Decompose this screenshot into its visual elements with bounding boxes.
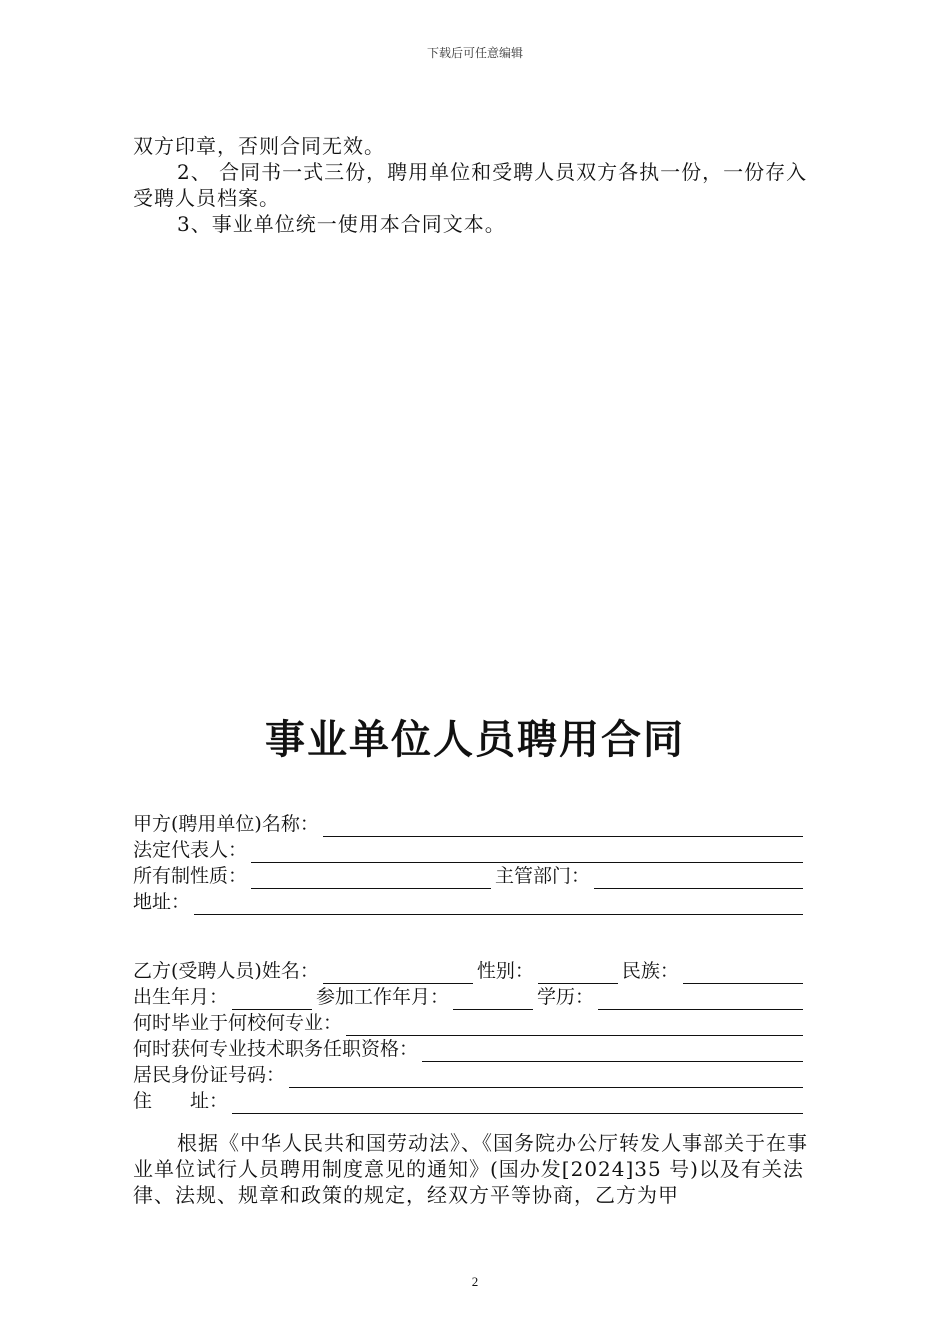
page-number: 2 (471, 1274, 479, 1289)
party-b-name-label: 乙方(受聘人员)姓名： (133, 960, 319, 982)
party-b-id-label: 居民身份证号码： (133, 1064, 286, 1086)
party-a-rep-row (133, 837, 803, 863)
party-b-address-label: 住 址： (133, 1090, 229, 1112)
party-b-graduate-row (133, 1010, 803, 1036)
party-b-title-field[interactable] (422, 1042, 803, 1062)
party-b-address-field[interactable] (232, 1094, 803, 1114)
party-b-id-row (133, 1062, 803, 1088)
party-b-ethnic-field[interactable] (683, 964, 803, 984)
party-a-address-field[interactable] (194, 895, 803, 915)
party-a-dept-label: 主管部门： (495, 865, 591, 887)
party-a-ownership-row (133, 863, 803, 889)
party-a-section (133, 811, 803, 915)
party-b-title-row (133, 1036, 803, 1062)
party-b-work-start-field[interactable] (453, 990, 533, 1010)
notes-section (133, 133, 823, 237)
party-b-education-label: 学历： (537, 986, 595, 1008)
party-a-name-row (133, 811, 803, 837)
party-b-birth-field[interactable] (232, 990, 312, 1010)
preamble-paragraph: 根据《中华人民共和国劳动法》、《国务院办公厅转发人事部关于在事业单位试行人员聘用制度意见的通知》(国办发[2024]35 号)以及有关法律、法规、规章和政策的规定，经双方平等协商，乙方为甲 (133, 1131, 808, 1207)
contract-title: 事业单位人员聘用合同 (265, 717, 685, 763)
party-a-name-label: 甲方(聘用单位)名称： (133, 813, 319, 835)
party-a-ownership-field[interactable] (251, 869, 491, 889)
party-a-dept-field[interactable] (594, 869, 803, 889)
party-b-ethnic-label: 民族： (621, 960, 679, 982)
party-a-rep-label: 法定代表人： (133, 839, 248, 861)
party-b-education-field[interactable] (598, 990, 803, 1010)
party-b-gender-label: 性别： (476, 960, 534, 982)
party-a-rep-field[interactable] (251, 843, 803, 863)
party-b-graduate-label: 何时毕业于何校何专业： (133, 1012, 343, 1034)
contract-preamble (133, 1130, 823, 1208)
party-b-address-row (133, 1088, 803, 1114)
party-b-graduate-field[interactable] (346, 1016, 803, 1036)
party-a-ownership-label: 所有制性质： (133, 865, 248, 887)
party-b-name-field[interactable] (323, 964, 473, 984)
party-b-birth-label: 出生年月： (133, 986, 229, 1008)
party-a-address-label: 地址： (133, 891, 191, 913)
note-item-2: 2、 合同书一式三份，聘用单位和受聘人员双方各执一份，一份存入受聘人员档案。 (133, 160, 808, 210)
party-a-name-field[interactable] (323, 817, 803, 837)
party-b-work-start-label: 参加工作年月： (316, 986, 450, 1008)
party-b-gender-field[interactable] (538, 964, 618, 984)
party-b-title-label: 何时获何专业技术职务任职资格： (133, 1038, 419, 1060)
party-b-name-row (133, 958, 803, 984)
note-line-0: 双方印章，否则合同无效。 (133, 134, 385, 158)
note-item-3: 3、事业单位统一使用本合同文本。 (177, 212, 506, 236)
party-a-address-row (133, 889, 803, 915)
party-b-id-field[interactable] (289, 1068, 803, 1088)
party-b-birth-row (133, 984, 803, 1010)
page-header: 下载后可任意编辑 (426, 46, 523, 60)
party-b-section (133, 958, 803, 1114)
